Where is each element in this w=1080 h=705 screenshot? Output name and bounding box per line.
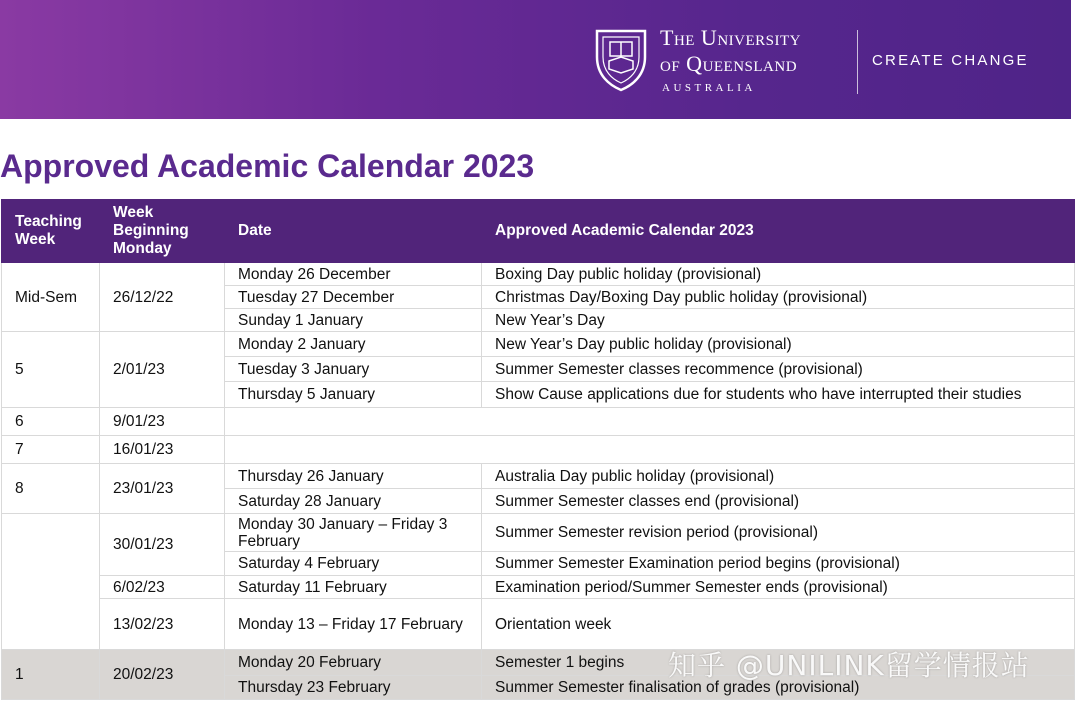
table-row (2, 576, 1075, 599)
date-cell: Monday 30 January – Friday 3 February (225, 514, 482, 552)
header-banner (0, 0, 1071, 119)
university-name (660, 25, 801, 77)
week-beginning-cell: 6/02/23 (100, 576, 225, 599)
header-teaching-week: Teaching Week (2, 200, 100, 263)
event-cell: Summer Semester classes end (provisional) (482, 489, 1075, 514)
table-row (2, 436, 1075, 464)
week-beginning-cell: 13/02/23 (100, 599, 225, 650)
date-cell: Thursday 5 January (225, 382, 482, 408)
event-cell: Summer Semester classes recommence (provisional) (482, 357, 1075, 382)
teaching-week-cell: 6 (2, 408, 100, 436)
table-header-row (2, 200, 1075, 263)
week-beginning-cell: 26/12/22 (100, 263, 225, 332)
date-cell: Tuesday 27 December (225, 286, 482, 309)
date-cell: Saturday 4 February (225, 552, 482, 576)
event-cell: Semester 1 begins (482, 650, 1075, 676)
date-cell: Thursday 23 February (225, 676, 482, 700)
empty-cell (225, 436, 1075, 464)
table-row (2, 332, 1075, 357)
teaching-week-cell: Mid-Sem (2, 263, 100, 332)
teaching-week-cell: 8 (2, 464, 100, 514)
event-cell: Show Cause applications due for students who have interrupted their studies (482, 382, 1075, 408)
page-title: Approved Academic Calendar 2023 (0, 148, 535, 184)
table-row (2, 599, 1075, 650)
university-line-1: The University (660, 25, 801, 50)
event-cell: Examination period/Summer Semester ends (provisional) (482, 576, 1075, 599)
date-cell: Monday 13 – Friday 17 February (225, 599, 482, 650)
event-cell: Summer Semester finalisation of grades (provisional) (482, 676, 1075, 700)
week-beginning-cell: 20/02/23 (100, 650, 225, 700)
watermark: 知乎 @UNILINK留学情报站 (668, 649, 1030, 682)
date-cell: Saturday 11 February (225, 576, 482, 599)
event-cell: New Year’s Day public holiday (provisional) (482, 332, 1075, 357)
event-cell: Summer Semester Examination period begins (provisional) (482, 552, 1075, 576)
table-row (2, 408, 1075, 436)
week-beginning-cell: 23/01/23 (100, 464, 225, 514)
teaching-week-cell: 1 (2, 650, 100, 700)
teaching-week-cell: 5 (2, 332, 100, 408)
teaching-week-cell: 7 (2, 436, 100, 464)
date-cell: Sunday 1 January (225, 309, 482, 332)
event-cell: Orientation week (482, 599, 1075, 650)
week-beginning-cell: 9/01/23 (100, 408, 225, 436)
teaching-week-cell (2, 514, 100, 650)
date-cell: Monday 20 February (225, 650, 482, 676)
event-cell: New Year’s Day (482, 309, 1075, 332)
banner-divider (857, 30, 858, 94)
week-beginning-cell: 16/01/23 (100, 436, 225, 464)
event-cell: Australia Day public holiday (provisional) (482, 464, 1075, 489)
table-row (2, 263, 1075, 286)
event-cell: Summer Semester revision period (provisional) (482, 514, 1075, 552)
date-cell: Monday 2 January (225, 332, 482, 357)
header-date: Date (225, 200, 482, 263)
empty-cell (225, 408, 1075, 436)
date-cell: Monday 26 December (225, 263, 482, 286)
event-cell: Christmas Day/Boxing Day public holiday (provisional) (482, 286, 1075, 309)
date-cell: Tuesday 3 January (225, 357, 482, 382)
university-country: AUSTRALIA (662, 82, 756, 94)
uq-crest-icon (593, 27, 649, 93)
week-beginning-cell: 2/01/23 (100, 332, 225, 408)
header-event: Approved Academic Calendar 2023 (482, 200, 1075, 263)
week-beginning-cell: 30/01/23 (100, 514, 225, 576)
event-cell: Boxing Day public holiday (provisional) (482, 263, 1075, 286)
header-week-beginning: Week Beginning Monday (100, 200, 225, 263)
tagline: CREATE CHANGE (872, 52, 1029, 69)
date-cell: Saturday 28 January (225, 489, 482, 514)
table-row (2, 514, 1075, 552)
university-line-2: of Queensland (660, 51, 798, 76)
table-row (2, 464, 1075, 489)
calendar-table (1, 199, 1075, 700)
date-cell: Thursday 26 January (225, 464, 482, 489)
